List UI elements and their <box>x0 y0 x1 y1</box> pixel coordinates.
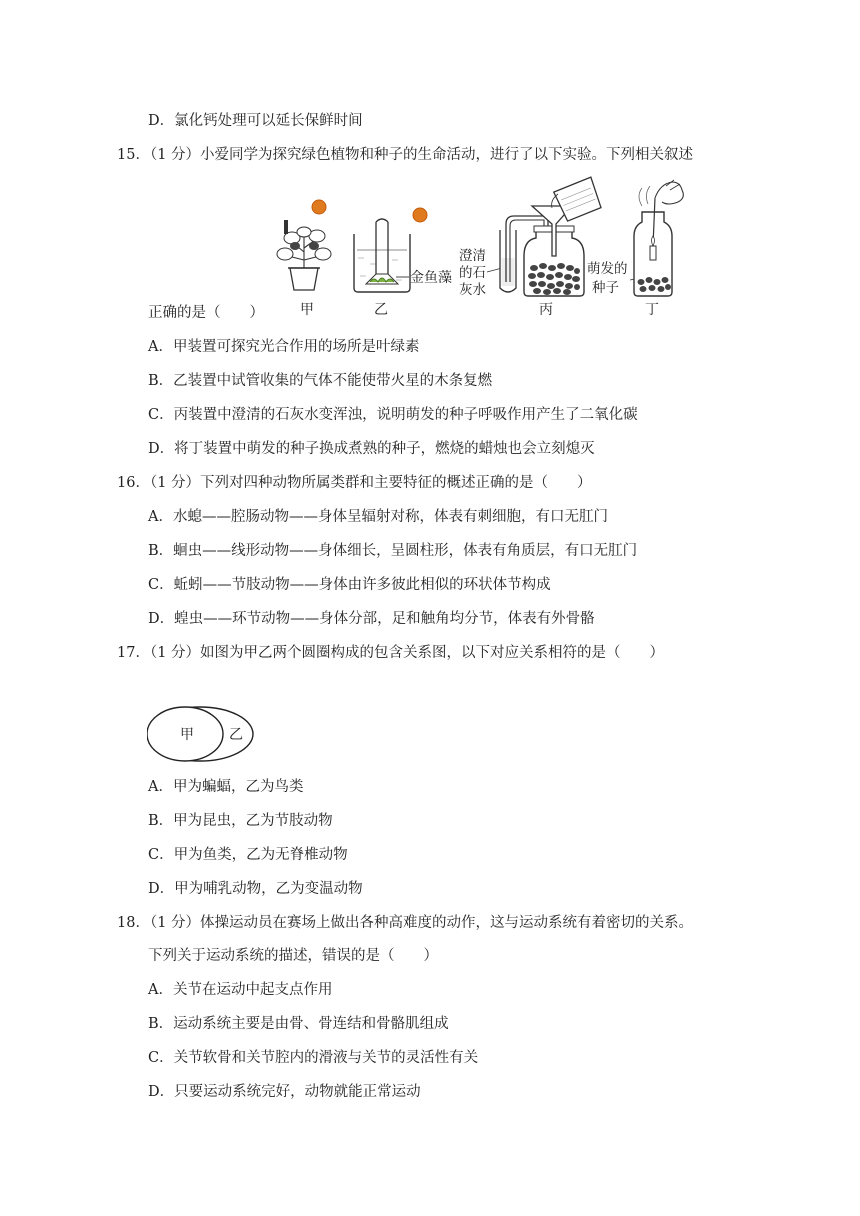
q18-option-b: B．运动系统主要是由骨、骨连结和骨骼肌组成 <box>148 1016 449 1032</box>
label-ding: 丁 <box>645 302 659 318</box>
q15-stem: 15．（1 分）小爱同学为探究绿色植物和种子的生命活动，进行了以下实验。下列相关叙述 <box>117 147 694 163</box>
setup-yi-beaker <box>354 208 452 318</box>
venn-label-jia: 甲 <box>180 727 194 743</box>
q17-venn-figure <box>147 705 259 763</box>
q16-option-c: C．蚯蚓——节肢动物——身体由许多彼此相似的环状体节构成 <box>148 577 551 593</box>
q15-option-d: D．将丁装置中萌发的种子换成煮熟的种子，燃烧的蜡烛也会立刻熄灭 <box>148 441 595 457</box>
q15-option-a: A．甲装置可探究光合作用的场所是叶绿素 <box>148 339 420 355</box>
label-jia: 甲 <box>300 302 314 318</box>
q16-stem: 16．（1 分）下列对四种动物所属类群和主要特征的概述正确的是（ ） <box>117 475 592 491</box>
q15-option-c: C．丙装置中澄清的石灰水变浑浊，说明萌发的种子呼吸作用产生了二氧化碳 <box>148 407 638 423</box>
q16-option-a: A．水螅——腔肠动物——身体呈辐射对称，体表有刺细胞，有口无肛门 <box>148 509 608 525</box>
setup-jia-plant <box>277 200 331 318</box>
setup-ding-jar <box>587 180 683 318</box>
label-limewater-1: 澄清 <box>459 248 486 264</box>
q15-experiment-figure <box>262 176 702 321</box>
q18-option-d: D．只要运动系统完好，动物就能正常运动 <box>148 1084 421 1100</box>
venn-label-yi: 乙 <box>229 727 243 743</box>
q16-option-d: D．蝗虫——环节动物——身体分部，足和触角均分节，体表有外骨骼 <box>148 611 595 627</box>
q17-option-c: C．甲为鱼类，乙为无脊椎动物 <box>148 847 348 863</box>
q15-stem-cont: 正确的是（ ） <box>148 305 264 321</box>
setup-bing-jar <box>459 177 603 318</box>
label-algae: 金鱼藻 <box>410 270 452 286</box>
q18-stem: 18．（1 分）体操运动员在赛场上做出各种高难度的动作，这与运动系统有着密切的关系。 <box>117 915 694 931</box>
q15-option-b: B．乙装置中试管收集的气体不能使带火星的木条复燃 <box>148 373 493 389</box>
q17-option-d: D．甲为哺乳动物，乙为变温动物 <box>148 881 363 897</box>
q17-option-b: B．甲为昆虫，乙为节肢动物 <box>148 813 333 829</box>
q16-option-b: B．蛔虫——线形动物——身体细长，呈圆柱形，体表有角质层，有口无肛门 <box>148 543 638 559</box>
q17-stem: 17．（1 分）如图为甲乙两个圆圈构成的包含关系图，以下对应关系相符的是（ ） <box>117 645 665 661</box>
label-limewater-2: 的石 <box>459 265 486 281</box>
label-seed-2: 种子 <box>592 280 619 296</box>
q18-option-c: C．关节软骨和关节腔内的滑液与关节的灵活性有关 <box>148 1050 479 1066</box>
label-seed-1: 萌发的 <box>587 261 628 277</box>
q14-option-d: D．氯化钙处理可以延长保鲜时间 <box>148 113 363 129</box>
label-yi: 乙 <box>374 302 388 318</box>
q17-option-a: A．甲为蝙蝠，乙为鸟类 <box>148 779 304 795</box>
label-limewater-3: 灰水 <box>459 282 486 298</box>
label-bing: 丙 <box>539 302 553 318</box>
q18-option-a: A．关节在运动中起支点作用 <box>148 982 333 998</box>
q18-stem-cont: 下列关于运动系统的描述，错误的是（ ） <box>148 948 438 964</box>
